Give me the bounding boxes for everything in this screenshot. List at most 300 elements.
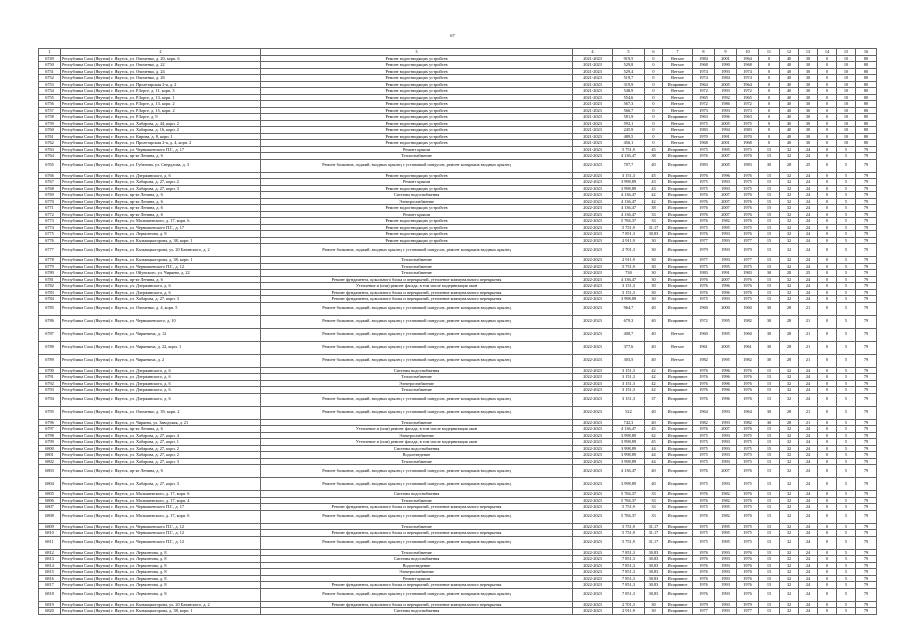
norm-e-cell: 5 [837,588,856,601]
condition-cell: Ветхое [663,140,693,147]
table-row [39,478,877,491]
year-commission-cell: 1976 [737,387,759,394]
area-cell: 529,8 [613,62,645,69]
norm-c-cell: 24 [799,244,818,257]
work-type-cell: Ремонт фундамента, цокольного блока и перекрытий, утепление коммунального перекрытия [261,530,573,537]
year-repair-cell: 1996 [715,367,737,374]
period-cell: 2022-2023 [573,549,613,556]
norm-a-cell: 15 [759,523,780,530]
condition-cell: Исправное [663,224,693,231]
norm-b-cell: 28 [780,419,799,426]
year-commission-cell: 1975 [737,458,759,465]
norm-c-cell: 24 [799,374,818,381]
row-id-cell: 6784 [39,296,61,303]
area-cell: 519,7 [613,75,645,82]
norm-c-cell: 24 [799,146,818,153]
address-cell: Республика Саха (Якутия) г. Якутск, пр-кт Ленина, д. 6 [61,153,261,160]
norm-e-cell: 5 [837,263,856,270]
condition-cell: Ветхое [663,62,693,69]
score-cell: 79 [856,263,877,270]
year-built-cell: 1976 [693,374,715,381]
wear-cell: 30 [645,257,663,264]
norm-c-cell: 24 [799,562,818,569]
period-cell: 2022-2023 [573,237,613,244]
score-cell: 79 [856,491,877,498]
wear-cell: 30 [645,296,663,303]
norm-d-cell: 0 [818,393,837,406]
norm-e-cell: 5 [837,328,856,341]
norm-b-cell: 32 [780,536,799,549]
year-built-cell: 1976 [693,289,715,296]
norm-e-cell: 5 [837,276,856,283]
norm-c-cell: 24 [799,523,818,530]
work-type-cell: Ремонт балконов, лоджий, входных крылец с установкой пандусов, ремонт козырьков входных крылец [261,315,573,328]
norm-e-cell: 5 [837,367,856,374]
wear-cell: 30 [645,270,663,277]
score-cell: 80 [856,127,877,134]
area-cell: 3 998,89 [613,478,645,491]
address-cell: Республика Саха (Якутия) г. Якутск, ул. Р.Зорге, д. 11, корп. 3 [61,88,261,95]
condition-cell: Исправное [663,198,693,205]
address-cell: Республика Саха (Якутия) г. Якутск, ул. Хабарова, д. 27, корп. 2 [61,452,261,459]
row-id-cell: 6782 [39,283,61,290]
norm-b-cell: 32 [780,218,799,225]
period-cell: 2022-2023 [573,257,613,264]
year-repair-cell: 1996 [715,114,737,121]
area-cell: 522 [613,406,645,419]
wear-cell: 38 [645,153,663,160]
address-cell: Республика Саха (Якутия) г. Якутск, ул. Малышевского, д. 17, корп. 4 [61,497,261,504]
year-built-cell: 1976 [693,510,715,523]
year-repair-cell: 1986 [715,101,737,108]
address-cell: Республика Саха (Якутия) г. Якутск, ул. Хабарова, д. 27, корп. 2 [61,179,261,186]
norm-c-cell: 24 [799,367,818,374]
score-cell: 79 [856,315,877,328]
period-cell: 2021-2023 [573,94,613,101]
norm-d-cell: 0 [818,159,837,172]
year-commission-cell: 1976 [737,231,759,238]
row-id-cell: 6769 [39,192,61,199]
work-type-cell: Ремонт балконов, лоджий, входных крылец с установкой пандусов, ремонт козырьков входных крылец [261,510,573,523]
year-built-cell: 1975 [693,296,715,303]
row-id-cell: 6785 [39,302,61,315]
period-cell: 2022-2023 [573,374,613,381]
period-cell: 2022-2023 [573,198,613,205]
norm-c-cell: 24 [799,510,818,523]
row-id-cell: 6808 [39,510,61,523]
norm-c-cell: 24 [799,192,818,199]
year-repair-cell: 1992 [715,94,737,101]
year-repair-cell: 1993 [715,601,737,608]
wear-cell: 40 [645,341,663,354]
norm-b-cell: 40 [780,62,799,69]
period-cell: 2021-2023 [573,68,613,75]
norm-b-cell: 32 [780,237,799,244]
norm-d-cell: 0 [818,101,837,108]
norm-c-cell: 21 [799,328,818,341]
work-type-cell: Ремонт крыши [261,211,573,218]
norm-c-cell: 30 [799,68,818,75]
year-repair-cell: 1995 [715,315,737,328]
period-cell: 2022-2023 [573,270,613,277]
norm-b-cell: 32 [780,562,799,569]
work-type-cell: Ремонт балконов, лоджий, входных крылец с установкой пандусов, ремонт козырьков входных крылец [261,354,573,367]
condition-cell: Ветхое [663,127,693,134]
norm-a-cell: 0 [759,127,780,134]
score-cell: 80 [856,55,877,62]
year-repair-cell: 1993 [715,185,737,192]
norm-d-cell: 0 [818,198,837,205]
year-commission-cell: 1979 [737,244,759,257]
norm-b-cell: 32 [780,608,799,615]
year-repair-cell: 2005 [715,159,737,172]
column-header: 5 [613,49,645,56]
year-commission-cell: 1976 [737,374,759,381]
wear-cell: 30,83 [645,549,663,556]
year-commission-cell: 1965 [737,94,759,101]
norm-a-cell: 15 [759,575,780,582]
year-built-cell: 1975 [693,536,715,549]
norm-d-cell: 0 [818,218,837,225]
row-id-cell: 6766 [39,172,61,179]
year-built-cell: 1968 [693,62,715,69]
wear-cell: 0 [645,114,663,121]
table-row [39,159,877,172]
year-commission-cell: 1983 [737,159,759,172]
condition-cell: Исправное [663,478,693,491]
area-cell: 5 784,37 [613,510,645,523]
condition-cell: Исправное [663,380,693,387]
norm-b-cell: 32 [780,289,799,296]
row-id-cell: 6800 [39,445,61,452]
year-repair-cell: 1995 [715,146,737,153]
area-cell: 5 784,37 [613,491,645,498]
norm-b-cell: 28 [780,354,799,367]
score-cell: 79 [856,367,877,374]
year-repair-cell: 2005 [715,81,737,88]
norm-a-cell: 0 [759,75,780,82]
work-type-cell: Ремонт водоотводящих устройств [261,205,573,212]
norm-a-cell: 15 [759,387,780,394]
area-cell: 548,9 [613,88,645,95]
norm-d-cell: 0 [818,244,837,257]
work-type-cell: Ремонт балконов, лоджий, входных крылец с установкой пандусов, ремонт козырьков входных крылец [261,328,573,341]
norm-e-cell: 5 [837,211,856,218]
norm-d-cell: 0 [818,153,837,160]
wear-cell: 30 [645,244,663,257]
year-commission-cell: 1975 [737,296,759,303]
year-commission-cell: 1977 [737,608,759,615]
address-cell: Республика Саха (Якутия) г. Якутск, ул. Дзержинского, д. 6 [61,387,261,394]
norm-b-cell: 32 [780,179,799,186]
wear-cell: 0 [645,88,663,95]
work-type-cell: Ремонт крыши [261,179,573,186]
norm-c-cell: 24 [799,237,818,244]
norm-b-cell: 32 [780,387,799,394]
year-built-cell: 1976 [693,276,715,283]
condition-cell: Исправное [663,237,693,244]
score-cell: 79 [856,510,877,523]
norm-c-cell: 24 [799,218,818,225]
area-cell: 4 136,47 [613,192,645,199]
norm-d-cell: 0 [818,107,837,114]
address-cell: Республика Саха (Якутия) г. Якутск, ул. Хабарова, д. 27, корп. 4 [61,432,261,439]
year-built-cell: 1975 [693,224,715,231]
row-id-cell: 6794 [39,393,61,406]
condition-cell: Ветхое [663,133,693,140]
table-row [39,439,877,446]
year-built-cell: 1975 [693,530,715,537]
table-row [39,354,877,367]
norm-c-cell: 24 [799,185,818,192]
period-cell: 2022-2023 [573,289,613,296]
score-cell: 80 [856,114,877,121]
norm-b-cell: 32 [780,244,799,257]
year-repair-cell: 1982 [715,510,737,523]
address-cell: Республика Саха (Якутия) г. Якутск, ул. Чиряева, ул. Заводская, д. 21 [61,419,261,426]
norm-b-cell: 32 [780,257,799,264]
norm-a-cell: 15 [759,224,780,231]
work-type-cell: Ремонт водоотводящих устройств [261,55,573,62]
norm-d-cell: 0 [818,94,837,101]
year-built-cell: 1970 [693,133,715,140]
period-cell: 2022-2023 [573,601,613,608]
norm-a-cell: 0 [759,120,780,127]
row-id-cell: 6790 [39,367,61,374]
row-id-cell: 6803 [39,465,61,478]
wear-cell: 0 [645,62,663,69]
norm-d-cell: 0 [818,426,837,433]
condition-cell: Исправное [663,406,693,419]
year-built-cell: 1975 [693,478,715,491]
work-type-cell: Теплоснабжение [261,257,573,264]
condition-cell: Исправное [663,497,693,504]
norm-a-cell: 15 [759,296,780,303]
score-cell: 79 [856,374,877,381]
area-cell: 3 998,89 [613,432,645,439]
norm-b-cell: 40 [780,55,799,62]
condition-cell: Исправное [663,114,693,121]
norm-d-cell: 0 [818,478,837,491]
norm-a-cell: 0 [759,88,780,95]
norm-d-cell: 0 [818,127,837,134]
period-cell: 2022-2023 [573,393,613,406]
wear-cell: 42 [645,380,663,387]
score-cell: 79 [856,497,877,504]
norm-b-cell: 32 [780,393,799,406]
norm-d-cell: 0 [818,114,837,121]
work-type-cell: Ремонт водоотводящих устройств [261,94,573,101]
norm-d-cell: 0 [818,562,837,569]
norm-b-cell: 32 [780,601,799,608]
condition-cell: Исправное [663,172,693,179]
area-cell: 4 136,47 [613,198,645,205]
norm-e-cell: 10 [837,133,856,140]
norm-c-cell: 24 [799,536,818,549]
condition-cell: Исправное [663,387,693,394]
column-header: 6 [645,49,663,56]
area-cell: 566,7 [613,107,645,114]
period-cell: 2022-2023 [573,497,613,504]
row-id-cell: 6749 [39,55,61,62]
year-repair-cell: 1984 [715,75,737,82]
norm-a-cell: 0 [759,94,780,101]
row-id-cell: 6763 [39,146,61,153]
condition-cell: Исправное [663,601,693,608]
year-built-cell: 1975 [693,439,715,446]
year-commission-cell: 1982 [737,419,759,426]
norm-d-cell: 0 [818,224,837,231]
norm-b-cell: 40 [780,88,799,95]
year-repair-cell: 1995 [715,523,737,530]
condition-cell: Исправное [663,419,693,426]
period-cell: 2022-2023 [573,452,613,459]
norm-a-cell: 15 [759,588,780,601]
year-built-cell: 1976 [693,575,715,582]
year-repair-cell: 2001 [715,55,737,62]
norm-a-cell: 15 [759,153,780,160]
norm-d-cell: 0 [818,608,837,615]
norm-a-cell: 30 [759,341,780,354]
norm-e-cell: 5 [837,237,856,244]
row-id-cell: 6796 [39,419,61,426]
area-cell: 4 136,47 [613,276,645,283]
condition-cell: Исправное [663,582,693,589]
year-built-cell: 1976 [693,491,715,498]
year-repair-cell: 1996 [715,374,737,381]
row-id-cell: 6812 [39,549,61,556]
score-cell: 79 [856,569,877,576]
year-built-cell: 1975 [693,445,715,452]
work-type-cell: Ремонт крыши [261,146,573,153]
area-cell: 4 136,47 [613,211,645,218]
row-id-cell: 6813 [39,556,61,563]
area-cell: 4 136,47 [613,153,645,160]
area-cell: 7 851,3 [613,575,645,582]
year-repair-cell: 1993 [715,179,737,186]
condition-cell: Ветхое [663,68,693,75]
score-cell: 79 [856,523,877,530]
norm-d-cell: 0 [818,211,837,218]
year-repair-cell: 1993 [715,549,737,556]
address-cell: Республика Саха (Якутия) г. Якутск, ул. Лермонтова, д. 8 [61,582,261,589]
norm-c-cell: 24 [799,211,818,218]
period-cell: 2022-2023 [573,380,613,387]
condition-cell: Исправное [663,556,693,563]
condition-cell: Исправное [663,179,693,186]
period-cell: 2022-2023 [573,218,613,225]
norm-e-cell: 5 [837,530,856,537]
year-repair-cell: 1995 [715,224,737,231]
work-type-cell: Ремонт балконов, лоджий, входных крылец с установкой пандусов, ремонт козырьков входных крылец [261,393,573,406]
year-built-cell: 1975 [693,432,715,439]
wear-cell: 0 [645,107,663,114]
row-id-cell: 6791 [39,374,61,381]
address-cell: Республика Саха (Якутия) г. Якутск, ул. Хабарова, д. 27, корп. 3 [61,478,261,491]
year-repair-cell: 1995 [715,328,737,341]
norm-b-cell: 32 [780,588,799,601]
period-cell: 2022-2023 [573,244,613,257]
condition-cell: Исправное [663,257,693,264]
condition-cell: Исправное [663,562,693,569]
norm-d-cell: 0 [818,55,837,62]
condition-cell: Исправное [663,608,693,615]
norm-c-cell: 30 [799,101,818,108]
norm-e-cell: 5 [837,289,856,296]
score-cell: 79 [856,536,877,549]
condition-cell: Исправное [663,575,693,582]
norm-d-cell: 0 [818,328,837,341]
score-cell: 80 [856,75,877,82]
norm-d-cell: 0 [818,302,837,315]
condition-cell: Ветхое [663,94,693,101]
wear-cell: 43 [645,179,663,186]
year-built-cell: 1982 [693,354,715,367]
work-type-cell: Ремонт водоотводящих устройств [261,81,573,88]
area-cell: 964,7 [613,302,645,315]
condition-cell: Исправное [663,185,693,192]
work-type-cell: Теплоснабжение [261,153,573,160]
norm-d-cell: 0 [818,406,837,419]
table-row [39,530,877,537]
norm-c-cell: 24 [799,257,818,264]
year-built-cell: 1976 [693,497,715,504]
year-commission-cell: 1964 [737,81,759,88]
norm-c-cell: 21 [799,302,818,315]
norm-a-cell: 15 [759,432,780,439]
norm-e-cell: 5 [837,497,856,504]
wear-cell: 30,83 [645,562,663,569]
norm-d-cell: 0 [818,146,837,153]
norm-b-cell: 32 [780,491,799,498]
score-cell: 79 [856,211,877,218]
table-row [39,289,877,296]
area-cell: 5 751,9 [613,263,645,270]
year-repair-cell: 1993 [715,588,737,601]
work-type-cell: Электроснабжение [261,380,573,387]
year-commission-cell: 1960 [737,328,759,341]
area-cell: 2 911,9 [613,237,645,244]
work-type-cell: Электроснабжение [261,569,573,576]
score-cell: 79 [856,588,877,601]
wear-cell: 0 [645,120,663,127]
norm-d-cell: 0 [818,549,837,556]
wear-cell: 30 [645,263,663,270]
norm-e-cell: 5 [837,185,856,192]
norm-b-cell: 32 [780,569,799,576]
year-commission-cell: 1976 [737,465,759,478]
wear-cell: 42 [645,432,663,439]
area-cell: 5 751,9 [613,530,645,537]
year-commission-cell: 1975 [737,452,759,459]
year-built-cell: 1965 [693,94,715,101]
year-repair-cell: 1982 [715,491,737,498]
norm-a-cell: 15 [759,426,780,433]
norm-b-cell: 28 [780,341,799,354]
work-type-cell: Теплоснабжение [261,523,573,530]
norm-e-cell: 5 [837,244,856,257]
norm-c-cell: 24 [799,224,818,231]
norm-b-cell: 28 [780,328,799,341]
year-built-cell: 1983 [693,270,715,277]
address-cell: Республика Саха (Якутия) г. Якутск, ул. Чернышевского П.Г., д. 12 [61,536,261,549]
column-header: 4 [573,49,613,56]
work-type-cell: Ремонт водоотводящих устройств [261,237,573,244]
norm-c-cell: 25 [799,159,818,172]
condition-cell: Исправное [663,302,693,315]
norm-d-cell: 0 [818,536,837,549]
norm-d-cell: 0 [818,68,837,75]
